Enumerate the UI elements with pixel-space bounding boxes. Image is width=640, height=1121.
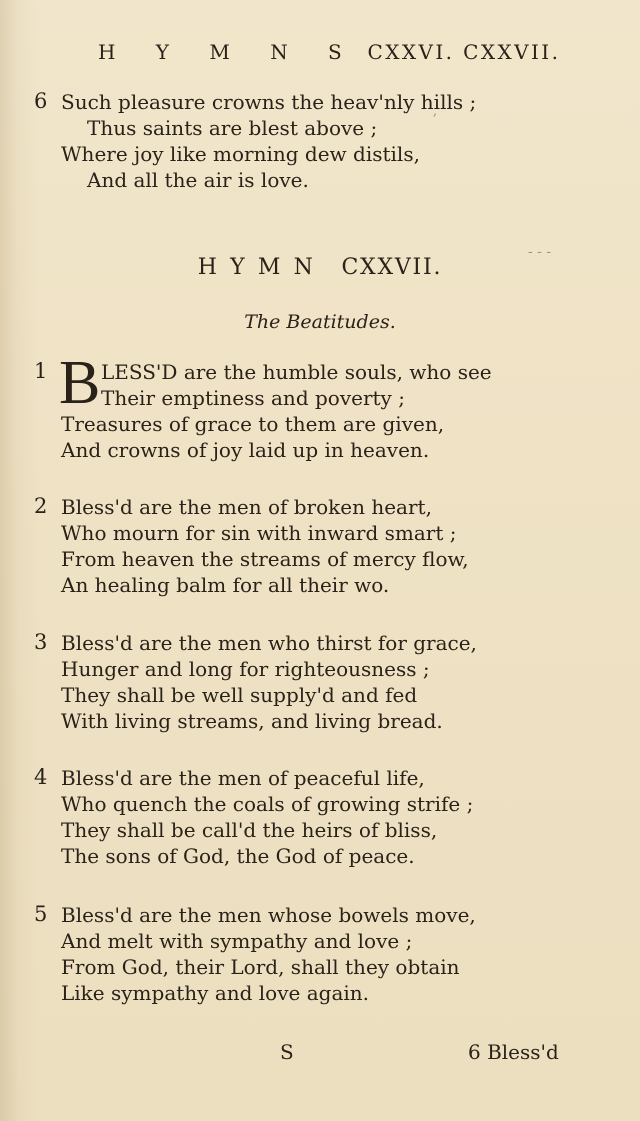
verse-line: Bless'd are the men of peaceful life, [61, 766, 425, 790]
verse-line: The sons of God, the God of peace. [61, 844, 415, 868]
running-head [98, 40, 560, 64]
running-head-label: H Y M N S [98, 40, 359, 64]
stanza-lines [61, 89, 476, 193]
hymn-heading-number: CXXVII. [341, 255, 443, 280]
stanza-number: 2 [34, 494, 48, 518]
stanza-lines [61, 630, 477, 734]
verse-line: They shall be well supply'd and fed [61, 683, 418, 707]
ink-speck: ʼ [432, 112, 437, 128]
verse-line: Their emptiness and poverty ; [101, 386, 405, 410]
verse-line: Bless'd are the men who thirst for grace, [61, 631, 477, 655]
verse-line: LESS'D are the humble souls, who see [101, 360, 492, 384]
hymn-title [0, 255, 640, 280]
stanza-number: 1 [34, 359, 48, 383]
stanza-number: 4 [34, 765, 48, 789]
hymn-heading-word: HYMN [197, 255, 327, 280]
verse-line: Who quench the coals of growing strife ; [61, 792, 474, 816]
verse-line: From heaven the streams of mercy flow, [61, 547, 469, 571]
drop-cap: B [59, 349, 101, 417]
verse-line: Like sympathy and love again. [61, 981, 369, 1005]
stanza-number: 5 [34, 902, 48, 926]
verse-line: Who mourn for sin with inward smart ; [61, 521, 457, 545]
verse-line: From God, their Lord, shall they obtain [61, 955, 460, 979]
stanza-lines [61, 902, 476, 1006]
verse-line: Where joy like morning dew distils, [61, 142, 420, 166]
verse-line: Hunger and long for righteousness ; [61, 657, 430, 681]
verse-line: With living streams, and living bread. [61, 709, 443, 733]
verse-line: Treasures of grace to them are given, [61, 412, 445, 436]
verse-line: An healing balm for all their wo. [61, 573, 390, 597]
stanza-lines [61, 359, 492, 463]
verse-line: Bless'd are the men of broken heart, [61, 495, 432, 519]
verse-line: And all the air is love. [87, 168, 309, 192]
signature-mark: S [280, 1040, 294, 1064]
stanza-number: 3 [34, 630, 48, 654]
verse-line: Thus saints are blest above ; [87, 116, 378, 140]
verse-line: And crowns of joy laid up in heaven. [61, 438, 430, 462]
ink-speck: - - - [528, 244, 552, 260]
verse-line: They shall be call'd the heirs of bliss, [61, 818, 438, 842]
stanza-lines [61, 494, 469, 598]
running-head-numbers: CXXVI. CXXVII. [367, 40, 561, 64]
verse-line: Such pleasure crowns the heav'nly hills ; [61, 90, 477, 114]
verse-line: And melt with sympathy and love ; [61, 929, 413, 953]
stanza-number: 6 [34, 89, 48, 113]
catchword: 6 Bless'd [468, 1040, 559, 1064]
stanza-lines [61, 765, 473, 869]
verse-line: Bless'd are the men whose bowels move, [61, 903, 476, 927]
hymn-subtitle: The Beatitudes. [244, 311, 396, 333]
